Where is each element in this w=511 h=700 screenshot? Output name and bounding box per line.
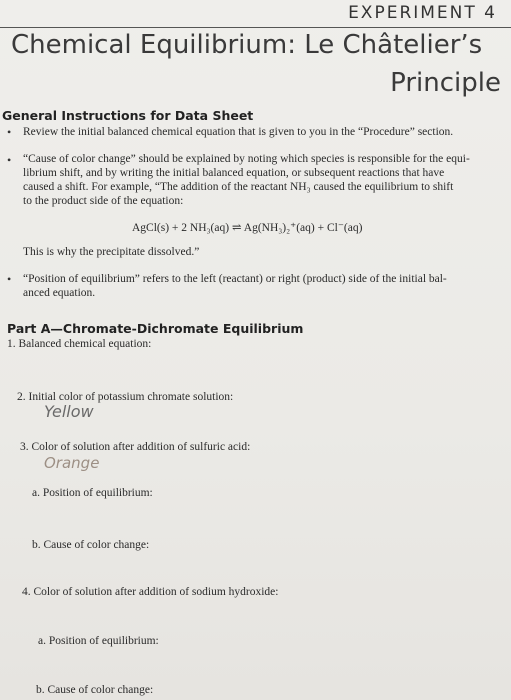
question-label: a. Position of equilibrium: [38, 635, 159, 647]
handwritten-answer: Orange [44, 454, 100, 472]
instruction-text: “Position of equilibrium” refers to the left (reactant) or right (product) side of the initial bal- [23, 273, 447, 285]
question-label: 3. Color of solution after addition of sulfuric acid: [20, 441, 251, 453]
general-instructions-heading: General Instructions for Data Sheet [2, 108, 254, 123]
bullet-dot: • [7, 272, 12, 286]
question-label: 4. Color of solution after addition of sodium hydroxide: [22, 586, 279, 598]
header-divider [0, 27, 511, 28]
question-label: 2. Initial color of potassium chromate solution: [17, 391, 234, 403]
bullet-dot: • [7, 125, 12, 139]
experiment-number: EXPERIMENT 4 [348, 3, 497, 23]
instruction-text: caused a shift. For example, “The addition of the reactant NH₃ caused the equilibrium to shift [23, 181, 454, 193]
handwritten-answer: Yellow [44, 402, 94, 421]
instruction-text: Review the initial balanced chemical equation that is given to you in the “Procedure” section. [23, 126, 454, 138]
part-a-heading: Part A—Chromate-Dichromate Equilibrium [7, 321, 304, 336]
instruction-text: This is why the precipitate dissolved.” [23, 246, 200, 258]
page-title-line-2: Principle [390, 68, 501, 98]
instruction-text: to the product side of the equation: [23, 195, 184, 207]
question-label: b. Cause of color change: [32, 539, 150, 551]
example-equation: AgCl(s) + 2 NH₃(aq) ⇌ Ag(NH₃)₂⁺(aq) + Cl⁻(aq) [132, 222, 363, 234]
question-label: 1. Balanced chemical equation: [7, 338, 152, 350]
question-label: a. Position of equilibrium: [32, 487, 153, 499]
instruction-text: anced equation. [23, 287, 96, 299]
question-label: b. Cause of color change: [36, 684, 154, 696]
bullet-dot: • [7, 153, 12, 167]
instruction-text: librium shift, and by writing the initial balanced equation, or subsequent reactions that have [23, 167, 445, 179]
instruction-text: “Cause of color change” should be explained by noting which species is responsible for the equi- [23, 153, 470, 165]
page-title-line-1: Chemical Equilibrium: Le Châtelier’s [11, 30, 483, 60]
